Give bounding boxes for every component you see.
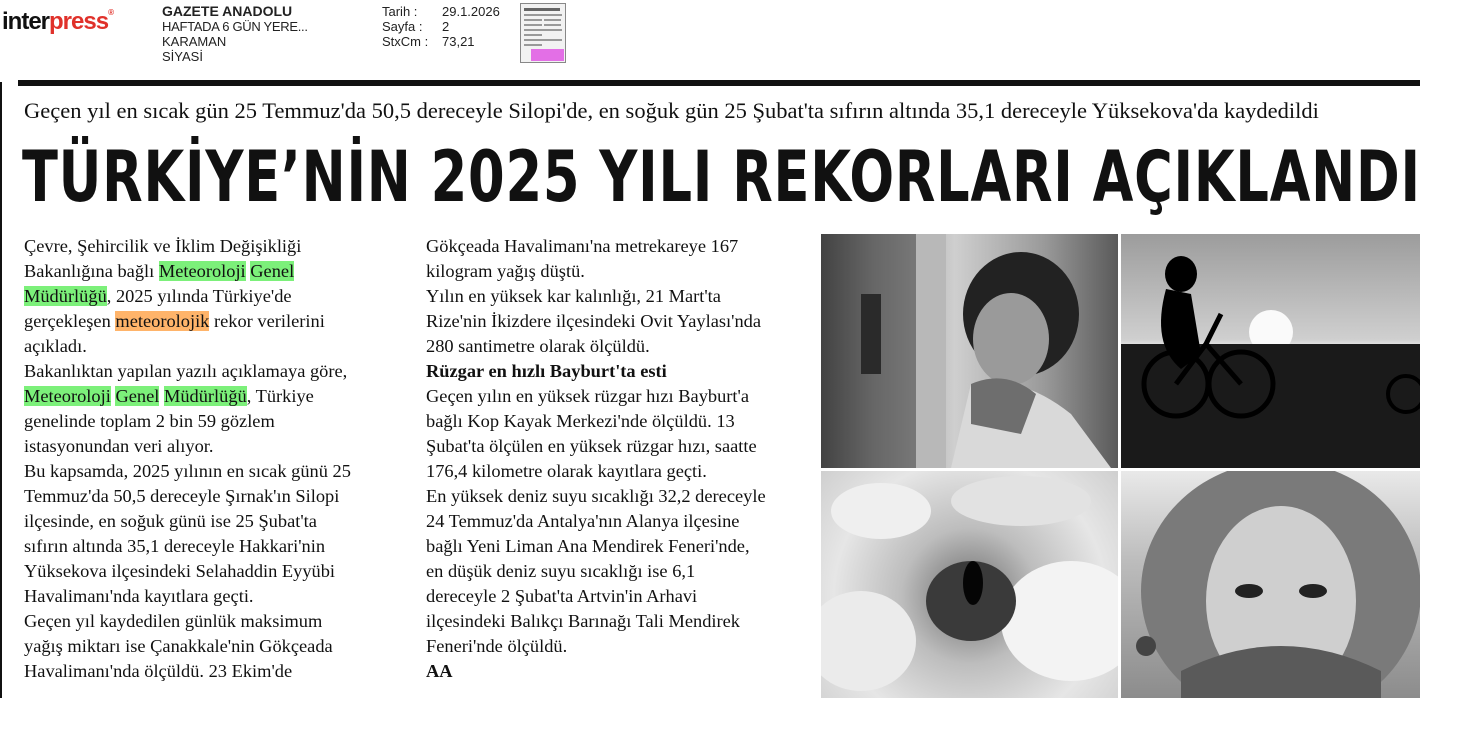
publication-name: GAZETE ANADOLU	[162, 3, 293, 19]
column2-paragraph	[426, 384, 818, 484]
page-value: 2	[442, 19, 450, 34]
top-border-rule	[18, 80, 1420, 86]
column1-paragraph	[24, 459, 409, 609]
column2-paragraph	[426, 234, 818, 359]
text-line: Bakanlıktan yapılan yazılı açıklamaya göre,	[24, 361, 348, 381]
text-line: Geçen yıl kaydedilen günlük maksimum	[24, 611, 323, 631]
logo-text-part2: press	[49, 8, 109, 35]
stxcm-label: StxCm :	[382, 34, 429, 49]
text-line: bağlı Kop Kayak Merkezi'nde ölçüldü. 13	[426, 411, 735, 431]
photo-cyclist-sunset	[1121, 234, 1420, 468]
highlight-meteoroloji: Meteoroloji	[24, 386, 111, 406]
left-border-rule	[0, 82, 2, 698]
text-line: sıfırın altında 35,1 dereceyle Hakkari'nin	[24, 536, 326, 556]
publication-city: KARAMAN	[162, 34, 227, 49]
news-source: AA	[426, 661, 453, 681]
clipping-meta	[382, 4, 500, 49]
publication-info	[162, 4, 308, 64]
text-line: Havalimanı'nda kayıtlara geçti.	[24, 586, 254, 606]
text-line: Yılın en yüksek kar kalınlığı, 21 Mart'ta	[426, 286, 721, 306]
article-column-1	[24, 234, 409, 684]
logo-text-part1: inter	[2, 8, 50, 35]
highlight-mudurlugu: Müdürlüğü	[24, 286, 107, 306]
column1-paragraph	[24, 359, 409, 459]
text-line: Rize'nin İkizdere ilçesindeki Ovit Yaylası'nda	[426, 311, 762, 331]
highlight-meteorolojik: meteorolojik	[115, 311, 210, 331]
text-line: rekor verilerini	[214, 311, 325, 331]
registered-mark-icon: ®	[108, 8, 113, 17]
text-line: En yüksek deniz suyu sıcaklığı 32,2 dereceyle	[426, 486, 766, 506]
highlight-genel: Genel	[250, 261, 295, 281]
section-subheading: Rüzgar en hızlı Bayburt'ta esti	[426, 361, 667, 381]
publication-category: SİYASİ	[162, 49, 203, 64]
text-line: , 2025 yılında Türkiye'de	[106, 286, 292, 306]
text-line: 176,4 kilometre olarak kayıtlara geçti.	[426, 461, 707, 481]
text-line: kilogram yağış düştü.	[426, 261, 585, 281]
text-line: Geçen yılın en yüksek rüzgar hızı Bayburt'a	[426, 386, 749, 406]
photo-collage	[821, 234, 1420, 698]
photo-frozen-landscape	[821, 471, 1118, 698]
text-line: 280 santimetre olarak ölçüldü.	[426, 336, 650, 356]
text-line: Havalimanı'nda ölçüldü. 23 Ekim'de	[24, 661, 293, 681]
text-line: yağış miktarı ise Çanakkale'nin Gökçeada	[24, 636, 333, 656]
text-line: Temmuz'da 50,5 dereceyle Şırnak'ın Silopi	[24, 486, 340, 506]
stxcm-value: 73,21	[442, 34, 475, 49]
text-line: ilçesinde, en soğuk günü ise 25 Şubat'ta	[24, 511, 317, 531]
interpress-logo	[2, 8, 113, 36]
text-line: , Türkiye	[246, 386, 314, 406]
photo-girl-drinking-water	[821, 234, 1118, 468]
article-headline: TÜRKİYE’NİN 2025 YILI REKORLARI AÇIKLANDI	[22, 136, 1421, 218]
page-label: Sayfa :	[382, 19, 423, 34]
article-subheadline: Geçen yıl en sıcak gün 25 Temmuz'da 50,5 dereceyle Silopi'de, en soğuk gün 25 Şubat'ta sıfırın altında 35,1 dereceyle Yüksekova'da kaydedildi	[24, 98, 1319, 123]
text-line: en düşük deniz suyu sıcaklığı ise 6,1	[426, 561, 696, 581]
text-line: Bakanlığına bağlı	[24, 261, 155, 281]
text-line: Şubat'ta ölçülen en yüksek rüzgar hızı, saatte	[426, 436, 757, 456]
highlight-mudurlugu: Müdürlüğü	[163, 386, 247, 406]
text-line: açıkladı.	[24, 336, 87, 356]
article-column-2	[426, 234, 818, 684]
text-line: gerçekleşen	[24, 311, 111, 331]
column2-paragraph	[426, 484, 818, 659]
text-line: istasyonundan veri alıyor.	[24, 436, 214, 456]
date-label: Tarih :	[382, 4, 418, 19]
column1-paragraph	[24, 609, 409, 684]
page-thumbnail[interactable]	[520, 3, 566, 63]
text-line: Gökçeada Havalimanı'na metrekareye 167	[426, 236, 739, 256]
highlight-meteoroloji: Meteoroloji	[158, 261, 246, 281]
text-line: 24 Temmuz'da Antalya'nın Alanya ilçesine	[426, 511, 740, 531]
text-line: ilçesindeki Balıkçı Barınağı Tali Mendirek	[426, 611, 740, 631]
thumbnail-highlight	[531, 49, 564, 61]
text-line: Yüksekova ilçesindeki Selahaddin Eyyübi	[24, 561, 336, 581]
highlight-genel: Genel	[115, 386, 160, 406]
text-line: bağlı Yeni Liman Ana Mendirek Feneri'nde,	[426, 536, 750, 556]
publication-frequency: HAFTADA 6 GÜN YERE...	[162, 19, 308, 34]
text-line: Çevre, Şehircilik ve İklim Değişikliği	[24, 236, 302, 256]
text-line: dereceyle 2 Şubat'ta Artvin'in Arhavi	[426, 586, 698, 606]
text-line: Bu kapsamda, 2025 yılının en sıcak günü 25	[24, 461, 351, 481]
photo-woman-in-scarf	[1121, 471, 1420, 698]
text-line: genelinde toplam 2 bin 59 gözlem	[24, 411, 275, 431]
date-value: 29.1.2026	[442, 4, 500, 19]
column1-paragraph	[24, 234, 409, 359]
text-line: Feneri'nde ölçüldü.	[426, 636, 568, 656]
